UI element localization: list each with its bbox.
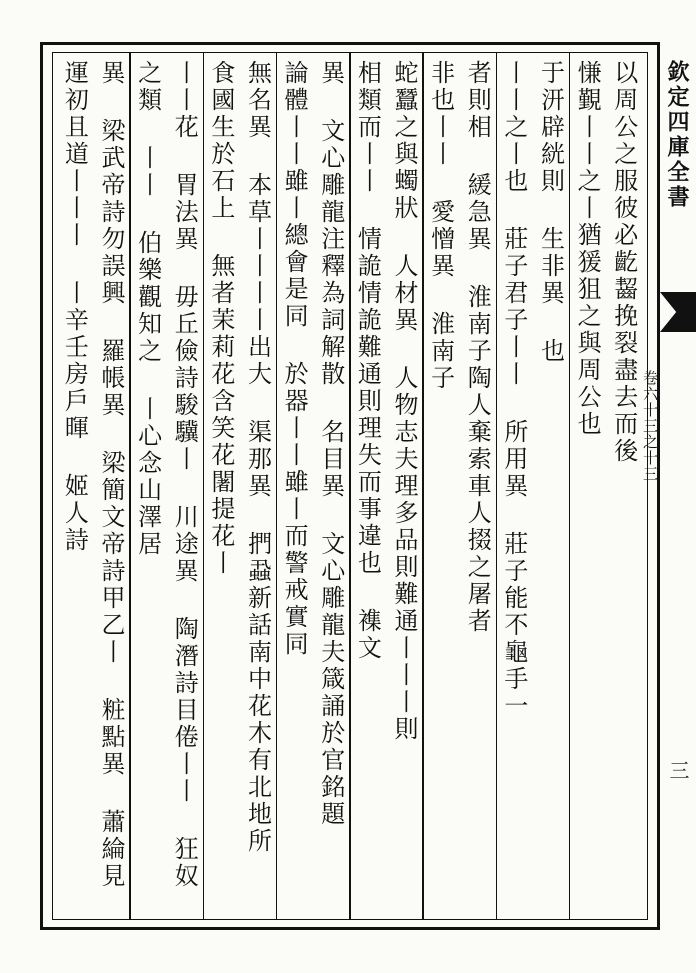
column-text: 者則相 緩急異 淮南子陶人棄索車人掇之屠者 <box>463 60 492 635</box>
column-text: 非也丨丨 愛憎異 淮南子 <box>426 60 455 392</box>
text-column <box>52 60 96 910</box>
column-text: 蛇蠶之與蠋狀 人材異 人物志夫理多品則難通丨丨丨則 <box>389 60 418 743</box>
column-text: 運初且道丨丨丨 丨辛壬房戶暉 姬人詩 <box>60 60 89 554</box>
column-text: 于汧辟絖則 生非異 也 <box>536 60 565 365</box>
fish-tail-mark <box>660 292 696 332</box>
column-text: 論體丨丨雖丨總會是同 於器丨丨雖丨而警戒實同 <box>280 60 309 658</box>
column-text: 丨丨之丨也 莊子君子丨丨 所用異 莊子能不龜手一 <box>499 60 528 720</box>
column-text: 以周公之服彼必齕齧挽裂盡去而後 <box>609 60 638 465</box>
folio-number: 三 <box>666 760 690 780</box>
column-text: 異 梁武帝詩勿誤興 羅帳異 梁簡文帝詩甲乙丨 粧點異 蕭綸見 <box>96 60 125 890</box>
column-text: 異 文心雕龍注釋為詞解散 名目異 文心雕龍夫箴誦於官銘題 <box>316 60 345 828</box>
column-text: 相類而丨丨 情詭情詭難通則理失而事違也 襍文 <box>353 60 382 662</box>
column-text: 慊覲丨丨之丨猶猨狙之與周公也 <box>573 60 602 438</box>
juan-label: 卷六十三之十三 <box>641 370 659 482</box>
column-text: 丨丨花 胃法異 毋丘儉詩駿驥丨 川途異 陶潛詩目倦丨丨 狂奴 <box>170 60 199 890</box>
book-title: 欽定四庫全書 <box>664 60 690 210</box>
column-text: 之類 丨丨 伯樂觀知之 丨心念山澤居 <box>133 60 162 558</box>
column-text: 食國生於石上 無者茉莉花含笑花闍提花丨 <box>206 60 235 577</box>
column-text: 無名異 本草丨丨丨丨出大 渠那異 捫蝨新話南中花木有北地所 <box>243 60 272 855</box>
